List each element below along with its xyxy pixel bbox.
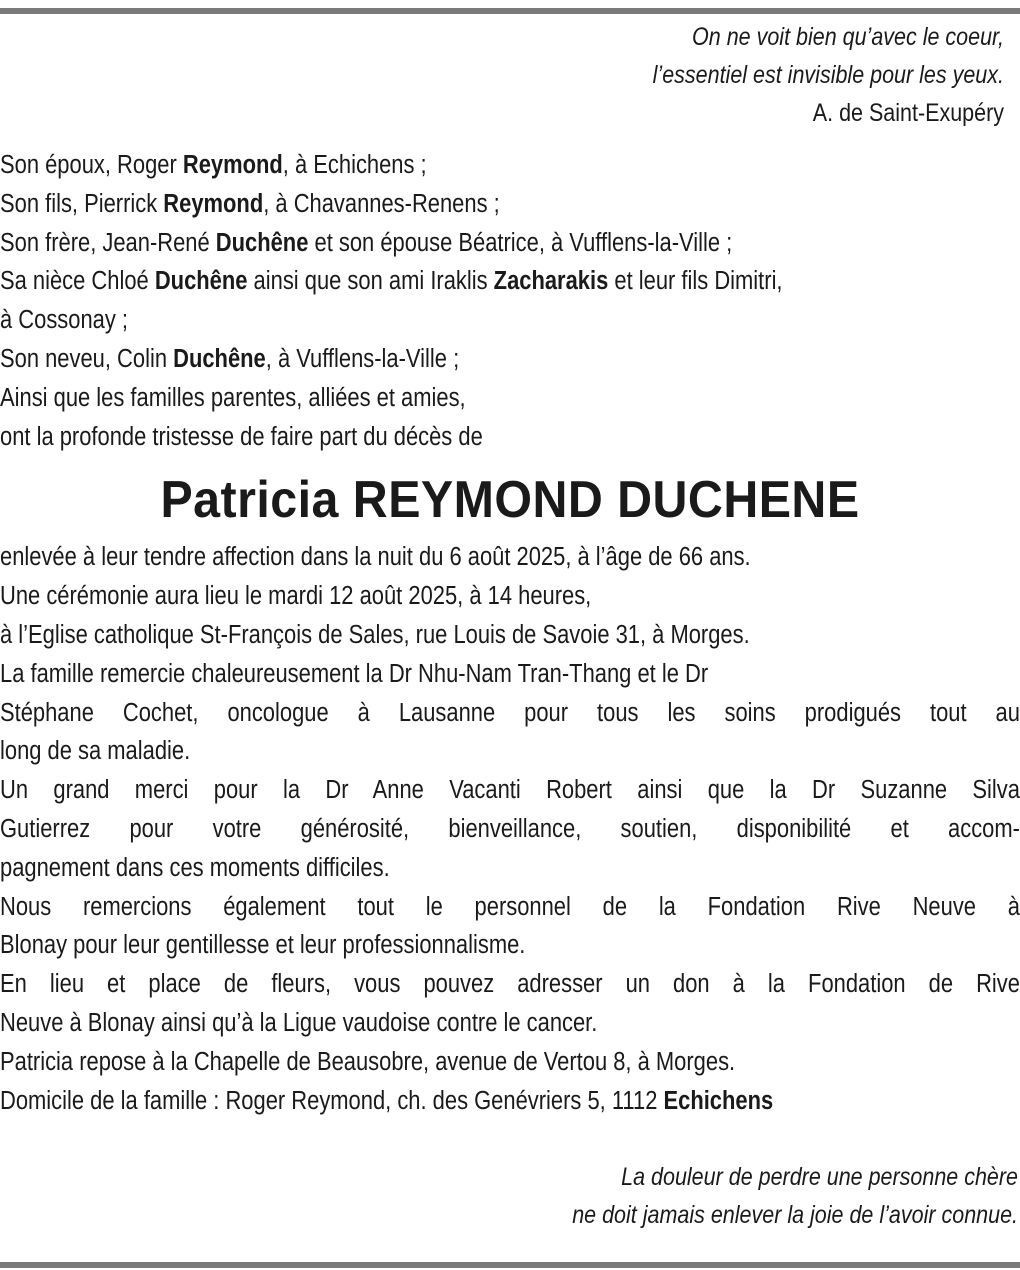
body-line: Gutierrez pour votre générosité, bienveillance, soutien, disponibilité et accom- (0, 814, 1020, 843)
body-line: Patricia repose à la Chapelle de Beausobre, avenue de Vertou 8, à Morges. (0, 1047, 736, 1076)
body-line: Blonay pour leur gentillesse et leur professionnalisme. (0, 931, 526, 960)
deceased-name: Patricia REYMOND DUCHENE (160, 471, 860, 530)
family-line: Son fils, Pierrick Reymond, à Chavannes-Renens ; (0, 189, 500, 218)
body-line: Nous remercions également tout le personnel de la Fondation Rive Neuve à (0, 892, 1020, 921)
body-line: Un grand merci pour la Dr Anne Vacanti Robert ainsi que la Dr Suzanne Silva (0, 776, 1020, 805)
body-line: long de sa maladie. (0, 737, 191, 766)
closing-quote (0, 1158, 1020, 1234)
body-line: pagnement dans ces moments difficiles. (0, 853, 390, 882)
body-line: Stéphane Cochet, oncologue à Lausanne pour tous les soins prodigués tout au (0, 698, 1020, 727)
obituary-notice (0, 18, 1020, 1234)
top-rule (0, 8, 1020, 14)
family-line: Son neveu, Colin Duchêne, à Vufflens-la-Ville ; (0, 344, 460, 373)
epigraph-author: A. de Saint-Exupéry (812, 99, 1004, 127)
family-list (0, 146, 1020, 456)
epigraph-line: On ne voit bien qu’avec le coeur, (692, 23, 1004, 51)
bottom-rule (0, 1262, 1020, 1268)
family-line: Sa nièce Chloé Duchêne ainsi que son ami Iraklis Zacharakis et leur fils Dimitri, (0, 267, 783, 296)
epigraph-line: l’essentiel est invisible pour les yeux. (652, 61, 1004, 89)
family-line: à Cossonay ; (0, 306, 129, 335)
body-line: enlevée à leur tendre affection dans la nuit du 6 août 2025, à l’âge de 66 ans. (0, 543, 751, 572)
family-line: Son époux, Roger Reymond, à Echichens ; (0, 151, 427, 179)
family-line: Son frère, Jean-René Duchêne et son épouse Béatrice, à Vufflens-la-Ville ; (0, 228, 733, 257)
body-line: à l’Eglise catholique St-François de Sales, rue Louis de Savoie 31, à Morges. (0, 620, 750, 649)
notice-body (0, 538, 1020, 1120)
body-line: Une cérémonie aura lieu le mardi 12 août 2025, à 14 heures, (0, 582, 592, 611)
body-line: En lieu et place de fleurs, vous pouvez adresser un don à la Fondation de Rive (0, 970, 1020, 999)
family-line: Ainsi que les familles parentes, alliées et amies, (0, 383, 466, 412)
body-line: Domicile de la famille : Roger Reymond, ch. des Genévriers 5, 1112 Echichens (0, 1086, 774, 1115)
body-line: La famille remercie chaleureusement la Dr Nhu-Nam Tran-Thang et le Dr (0, 659, 709, 688)
closing-line: La douleur de perdre une personne chère (621, 1163, 1018, 1192)
family-line: ont la profonde tristesse de faire part du décès de (0, 422, 483, 451)
body-line: Neuve à Blonay ainsi qu’à la Ligue vaudoise contre le cancer. (0, 1008, 598, 1037)
closing-line: ne doit jamais enlever la joie de l’avoir connue. (572, 1201, 1018, 1230)
epigraph (0, 18, 1020, 132)
